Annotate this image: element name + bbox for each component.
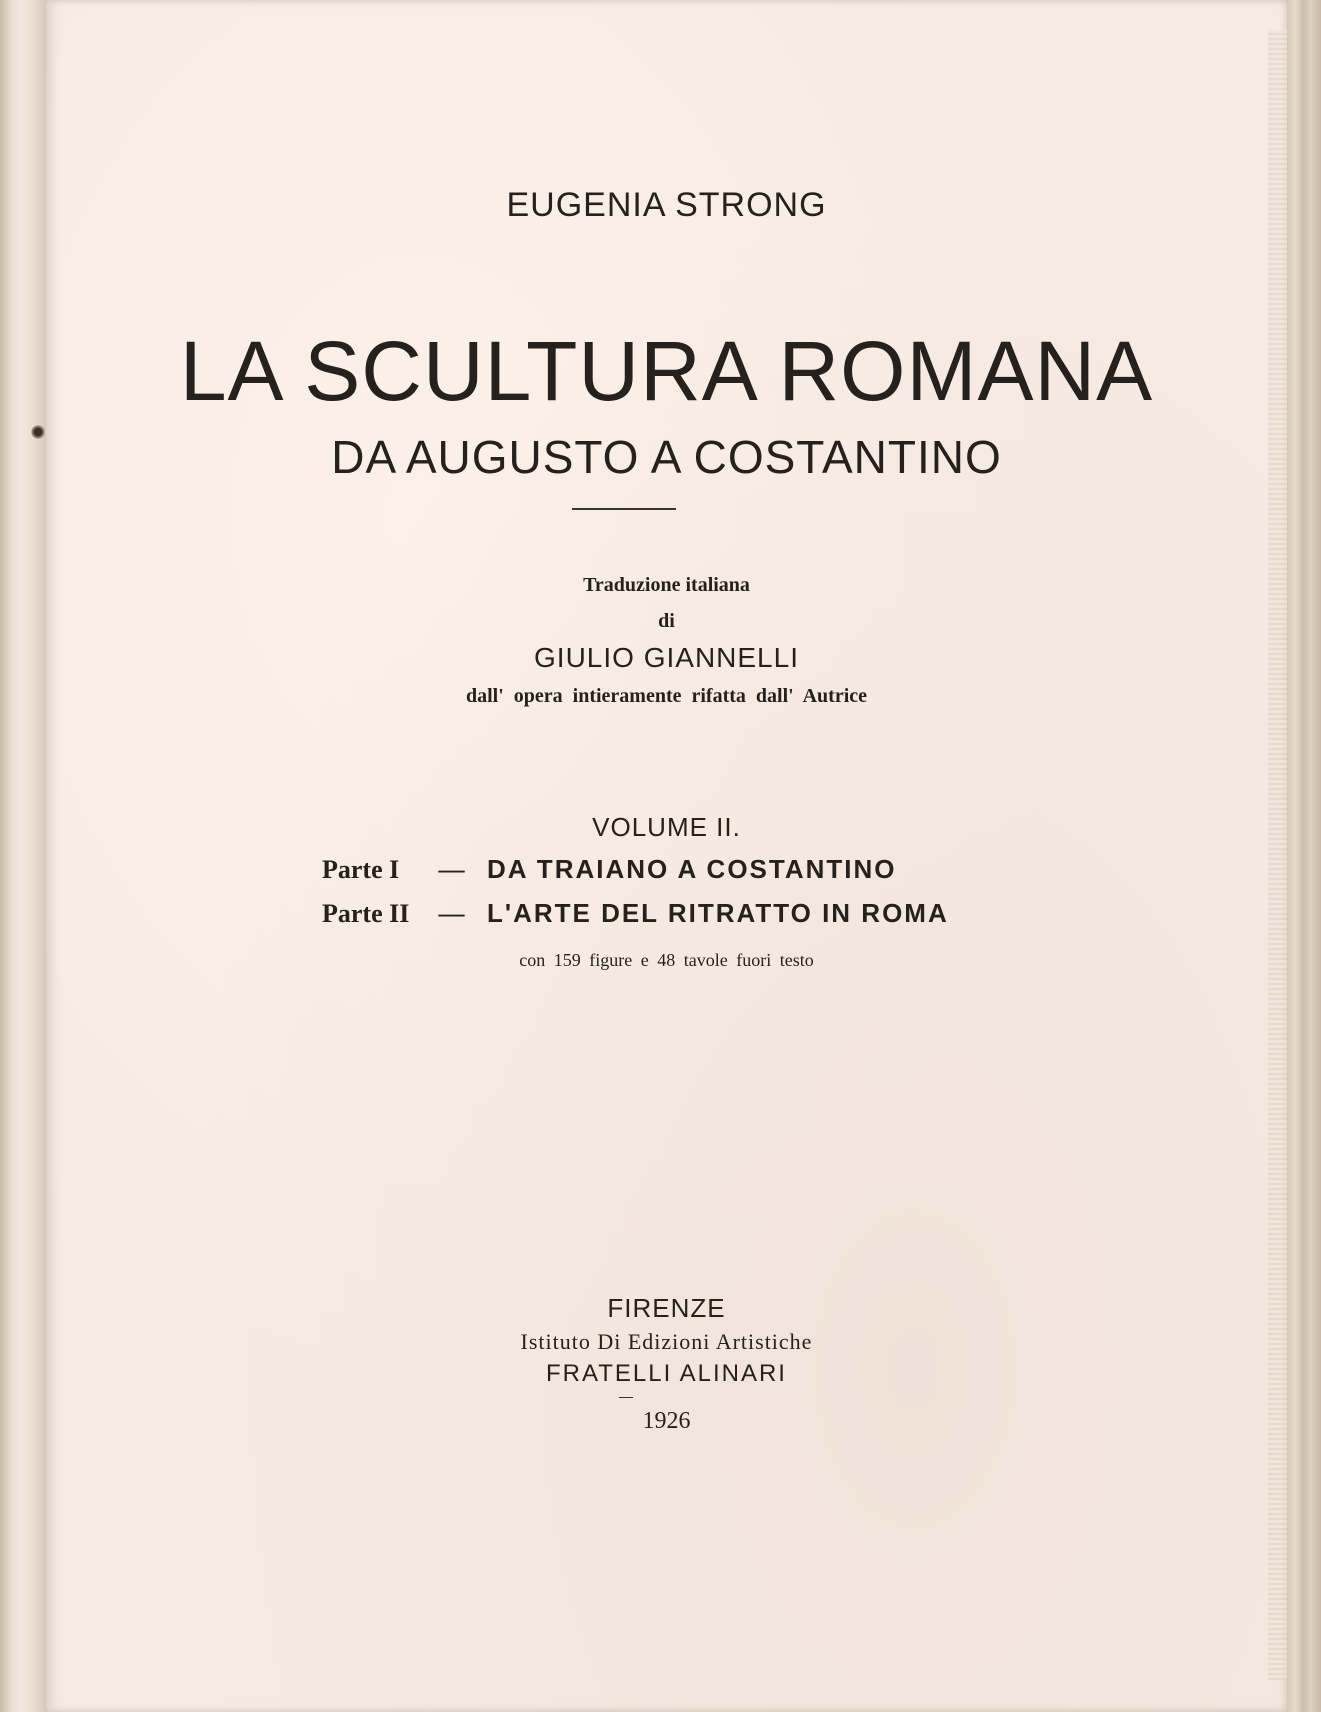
part-one-line	[322, 854, 897, 885]
left-page-edge	[0, 0, 48, 1712]
figures-note: con 159 figure e 48 tavole fuori testo	[519, 950, 814, 970]
part-two-line	[322, 898, 949, 929]
title-divider	[572, 508, 676, 510]
book-title: LA SCULTURA ROMANA	[179, 324, 1154, 418]
part-two-dash: —	[438, 899, 465, 928]
publisher-divider	[619, 1397, 633, 1398]
publication-city: FIRENZE	[607, 1293, 726, 1323]
part-one-dash: —	[438, 855, 465, 884]
publishing-institute: Istituto Di Edizioni Artistiche	[520, 1329, 813, 1354]
publisher-name: FRATELLI ALINARI	[546, 1360, 787, 1387]
translation-by: di	[658, 610, 675, 632]
right-book-edge	[1287, 0, 1321, 1712]
translation-label: Traduzione italiana	[583, 574, 750, 596]
part-one-label: Parte I	[322, 855, 400, 884]
author-name: EUGENIA STRONG	[506, 186, 827, 224]
book-subtitle: DA AUGUSTO A COSTANTINO	[331, 431, 1002, 483]
translation-note: dall' opera intieramente rifatta dall' Autrice	[465, 685, 868, 707]
part-one-title: DA TRAIANO A COSTANTINO	[487, 854, 897, 884]
translator-name: GIULIO GIANNELLI	[534, 642, 799, 673]
publication-year: 1926	[642, 1408, 691, 1434]
part-two-label: Parte II	[322, 899, 410, 928]
volume-label: VOLUME II.	[592, 812, 741, 842]
part-two-title: L'ARTE DEL RITRATTO IN ROMA	[487, 898, 949, 928]
